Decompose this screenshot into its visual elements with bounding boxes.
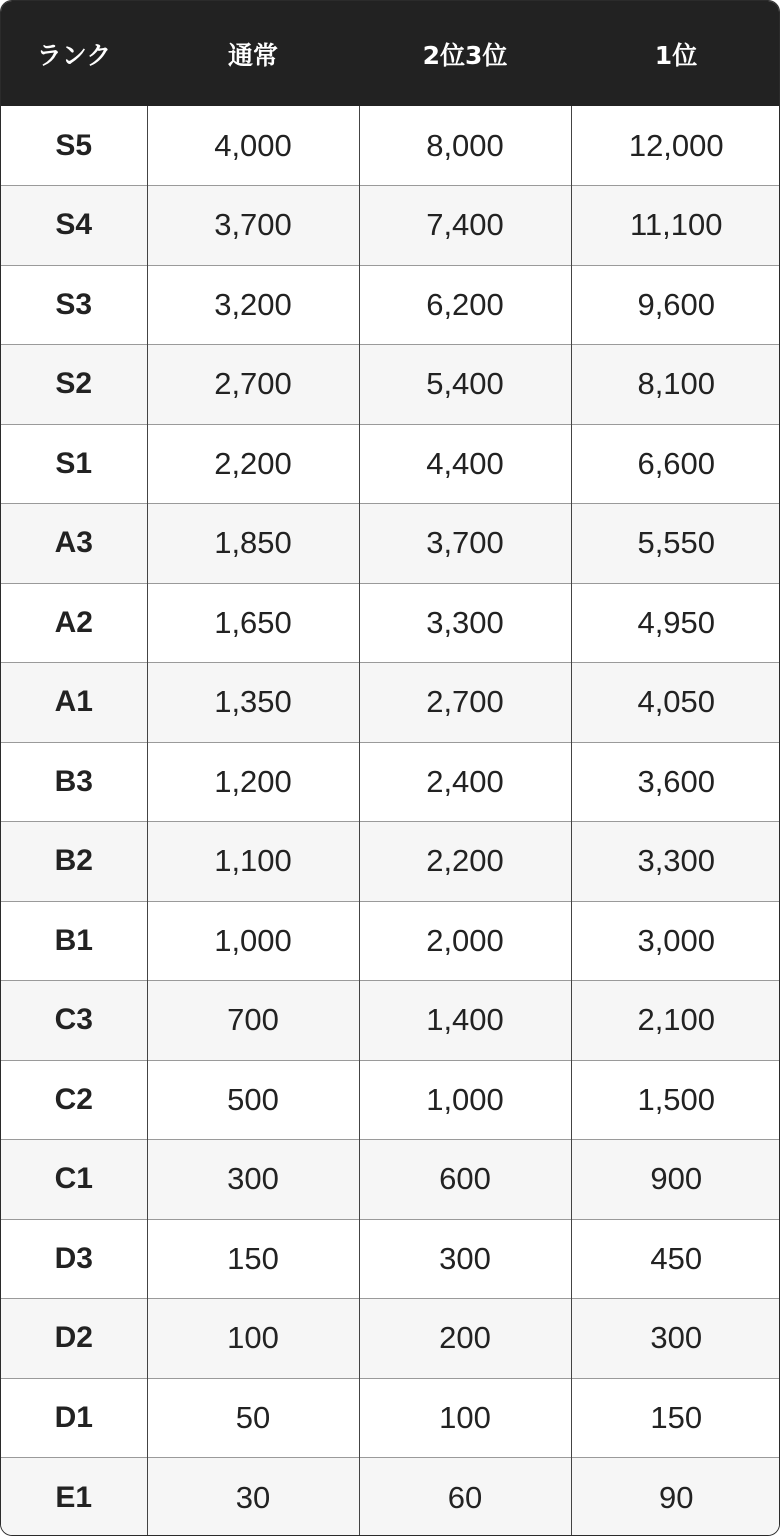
second-third-value-cell: 2,400: [359, 742, 571, 822]
header-2nd-3rd: 2位3位: [422, 40, 508, 70]
table-row: [1, 1458, 780, 1536]
second-third-value-cell: 2,200: [359, 822, 571, 902]
normal-value-cell: 150: [147, 1219, 359, 1299]
second-third-value-cell: 4,400: [359, 424, 571, 504]
first-value-cell: 300: [571, 1299, 780, 1379]
first-value-cell: 3,300: [571, 822, 780, 902]
first-value-cell: 6,600: [571, 424, 780, 504]
normal-value-cell: 1,850: [147, 504, 359, 584]
rank-cell: B1: [1, 901, 147, 981]
first-value-cell: 4,950: [571, 583, 780, 663]
second-third-value-cell: 3,700: [359, 504, 571, 584]
rank-cell: A1: [1, 663, 147, 743]
second-third-value-cell: 5,400: [359, 345, 571, 425]
second-third-value-cell: 8,000: [359, 106, 571, 186]
rank-cell: B3: [1, 742, 147, 822]
table-row: [1, 1378, 780, 1458]
normal-value-cell: 2,700: [147, 345, 359, 425]
normal-value-cell: 1,200: [147, 742, 359, 822]
normal-value-cell: 1,650: [147, 583, 359, 663]
table-row: [1, 1299, 780, 1379]
normal-value-cell: 1,000: [147, 901, 359, 981]
first-value-cell: 450: [571, 1219, 780, 1299]
first-value-cell: 12,000: [571, 106, 780, 186]
table-row: [1, 1219, 780, 1299]
header-1st: 1位: [654, 40, 698, 70]
table-row: [1, 265, 780, 345]
second-third-value-cell: 1,000: [359, 1060, 571, 1140]
second-third-value-cell: 2,700: [359, 663, 571, 743]
second-third-value-cell: 600: [359, 1140, 571, 1220]
second-third-value-cell: 60: [359, 1458, 571, 1536]
table-row: [1, 424, 780, 504]
table-row: [1, 1060, 780, 1140]
table-row: [1, 1140, 780, 1220]
rank-cell: S4: [1, 186, 147, 266]
rank-cell: C3: [1, 981, 147, 1061]
first-value-cell: 4,050: [571, 663, 780, 743]
second-third-value-cell: 100: [359, 1378, 571, 1458]
table-row: [1, 663, 780, 743]
normal-value-cell: 1,350: [147, 663, 359, 743]
rank-points-table: [1, 1, 780, 1536]
table-row: [1, 901, 780, 981]
table-row: [1, 345, 780, 425]
first-value-cell: 3,000: [571, 901, 780, 981]
normal-value-cell: 3,700: [147, 186, 359, 266]
rank-cell: S3: [1, 265, 147, 345]
rank-cell: C2: [1, 1060, 147, 1140]
first-value-cell: 8,100: [571, 345, 780, 425]
rank-cell: D2: [1, 1299, 147, 1379]
rank-cell: E1: [1, 1458, 147, 1536]
first-value-cell: 150: [571, 1378, 780, 1458]
rank-cell: D1: [1, 1378, 147, 1458]
normal-value-cell: 1,100: [147, 822, 359, 902]
normal-value-cell: 2,200: [147, 424, 359, 504]
first-value-cell: 3,600: [571, 742, 780, 822]
second-third-value-cell: 1,400: [359, 981, 571, 1061]
rank-cell: S5: [55, 128, 93, 162]
normal-value-cell: 3,200: [147, 265, 359, 345]
second-third-value-cell: 7,400: [359, 186, 571, 266]
table-row: [1, 822, 780, 902]
table-row: [1, 504, 780, 584]
table-row: [1, 981, 780, 1061]
second-third-value-cell: 200: [359, 1299, 571, 1379]
first-value-cell: 90: [571, 1458, 780, 1536]
normal-value-cell: 300: [147, 1140, 359, 1220]
rank-cell: A3: [1, 504, 147, 584]
rank-cell: S1: [1, 424, 147, 504]
rank-cell: B2: [1, 822, 147, 902]
first-value-cell: 1,500: [571, 1060, 780, 1140]
table-row: [1, 106, 780, 186]
table-header-row: [1, 1, 780, 106]
rank-cell: S2: [1, 345, 147, 425]
rank-cell: D3: [1, 1219, 147, 1299]
first-value-cell: 9,600: [571, 265, 780, 345]
second-third-value-cell: 3,300: [359, 583, 571, 663]
second-third-value-cell: 300: [359, 1219, 571, 1299]
header-rank: ランク: [36, 40, 112, 70]
rank-cell: A2: [1, 583, 147, 663]
first-value-cell: 11,100: [571, 186, 780, 266]
table-row: [1, 742, 780, 822]
normal-value-cell: 4,000: [147, 106, 359, 186]
normal-value-cell: 30: [147, 1458, 359, 1536]
normal-value-cell: 700: [147, 981, 359, 1061]
normal-value-cell: 100: [147, 1299, 359, 1379]
second-third-value-cell: 2,000: [359, 901, 571, 981]
normal-value-cell: 500: [147, 1060, 359, 1140]
table-body: [1, 106, 780, 1536]
rank-cell: C1: [1, 1140, 147, 1220]
second-third-value-cell: 6,200: [359, 265, 571, 345]
table-row: [1, 186, 780, 266]
first-value-cell: 2,100: [571, 981, 780, 1061]
table-row: [1, 583, 780, 663]
header-normal: 通常: [227, 40, 278, 70]
normal-value-cell: 50: [147, 1378, 359, 1458]
first-value-cell: 5,550: [571, 504, 780, 584]
first-value-cell: 900: [571, 1140, 780, 1220]
